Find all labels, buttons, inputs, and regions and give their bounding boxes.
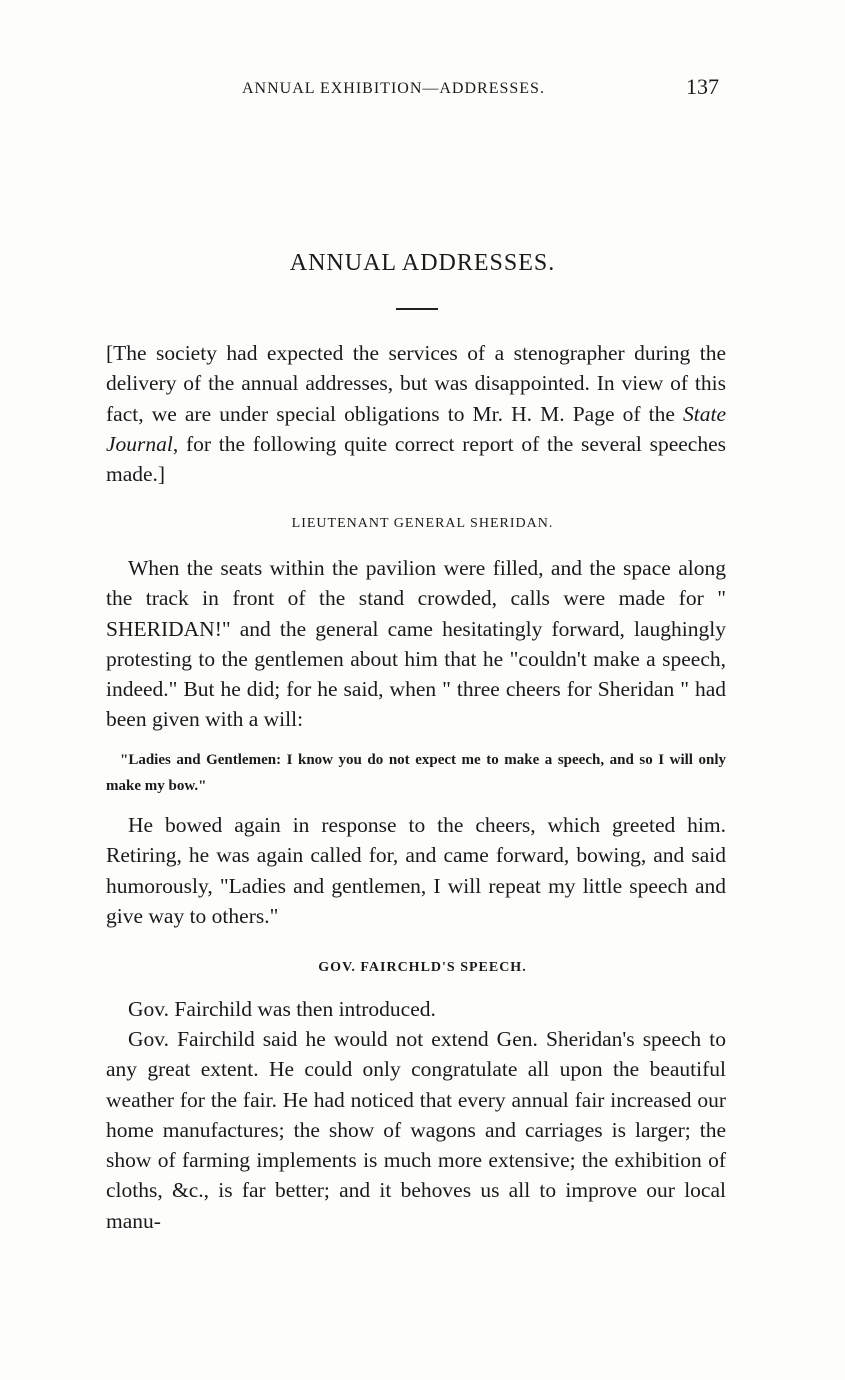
page-number: 137	[686, 74, 719, 99]
intro-text-before: [The society had expected the services of a stenographer during the delivery of the annual addresses, but was disappointed. In view of this fact, we are under special obligations to Mr. H. M. Page of the	[106, 341, 726, 426]
fairchild-heading: GOV. FAIRCHLD'S SPEECH.	[318, 960, 527, 975]
sheridan-paragraph: When the seats within the pavilion were filled, and the space along the track in front of the stand crowded, calls were made for " SHERIDAN!" and the general came hesitatingly forward, laughingly protesting to the gentlemen about him that he "couldn't make a speech, indeed." But he did; for he said, when " three cheers for Sheridan " had been given with a will:	[106, 556, 726, 732]
journal-name: State Journal	[106, 401, 726, 456]
fairchild-intro: Gov. Fairchild was then introduced.	[128, 997, 436, 1021]
sheridan-reply-paragraph: He bowed again in response to the cheers, which greeted him. Retiring, he was again called for, and came forward, bowing, and said humorously, "Ladies and gentlemen, I will repeat my little speech and give way to others."	[106, 813, 726, 928]
fairchild-speech-paragraph: Gov. Fairchild said he would not extend Gen. Sheridan's speech to any great extent. He could only congratulate all upon the beautiful weather for the fair. He had noticed that every annual fair increased our home manufactures; the show of wagons and carriages is larger; the show of farming implements is much more extensive; the exhibition of cloths, &c., is far better; and it behoves us all to improve our local manu-	[106, 1027, 726, 1233]
section-title: ANNUAL ADDRESSES.	[289, 250, 556, 276]
sheridan-quote: "Ladies and Gentlemen: I know you do not expect me to make a speech, and so I will only make my bow."	[106, 752, 726, 794]
sheridan-heading: LIEUTENANT GENERAL SHERIDAN.	[291, 516, 554, 531]
title-rule	[396, 308, 438, 310]
intro-paragraph	[106, 338, 726, 489]
running-head	[0, 74, 845, 104]
intro-text-after: , for the following quite correct report of the several speeches made.]	[106, 431, 726, 487]
running-head-title: ANNUAL EXHIBITION—ADDRESSES.	[242, 80, 545, 97]
